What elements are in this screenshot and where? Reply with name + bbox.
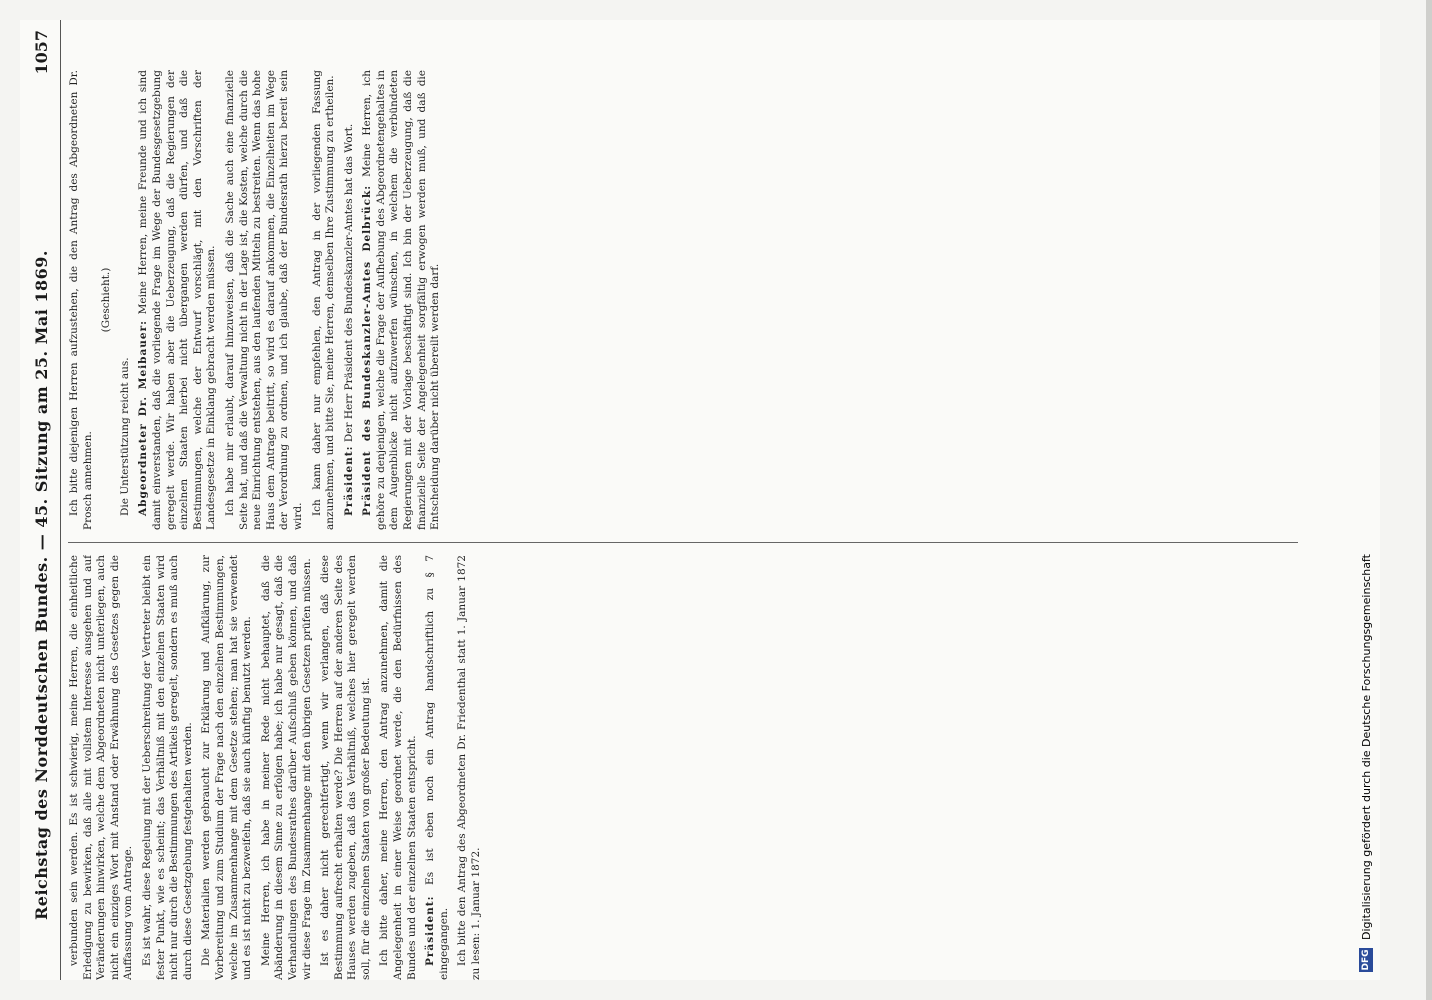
digitization-credit: Digitalisierung gefördert durch die Deutsche Forschungsgemeinschaft <box>1360 554 1373 940</box>
speech-text: Der Herr Präsident des Bundeskanzler-Amtes hat das Wort. <box>342 123 355 443</box>
paragraph: Ich bitte den Antrag des Abgeordneten Dr. Friedenthal statt 1. Januar 1872 zu lesen: 1. Januar 1872. <box>456 555 483 980</box>
speaker-label: Abgeordneter Dr. Meibauer: <box>137 319 150 516</box>
column-divider <box>68 542 1298 543</box>
paragraph: Meine Herren, ich habe in meiner Rede nicht behauptet, daß die Abänderung in diesem Sinne zu erfolgen habe; ich habe nur gesagt, daß die Verhandlungen des Bundesrathes darüber Aufschluß geben können, und daß wir diese Frage im Zusammenhange mit den übrigen Gesetzen prüfen müssen. <box>259 555 313 980</box>
left-column <box>68 555 1340 980</box>
speech-text: Meine Herren, ich gehöre zu denjenigen, welche die Frage der Aufhebung des Abgeordnetengehaltes in dem Augenblicke nicht aufzuwerfen wünschen, in welchem die verbündeten Regierungen mit der Vorlage beschäftigt sind. Ich bin der Ueberzeugung, daß die finanzielle Seite der Angelegenheit sorgfältig erwogen werden muß, und daß die Entscheidung darüber nicht übereilt werden darf. <box>361 70 442 530</box>
speaker-statement <box>137 70 219 530</box>
paragraph: Ich bitte diejenigen Herren aufzustehen, die den Antrag des Abgeordneten Dr. Prosch annehmen. <box>68 70 94 530</box>
scan-edge <box>1426 0 1432 1000</box>
speaker-label: Präsident des Bundeskanzler-Amtes Delbrück: <box>361 184 374 516</box>
dfg-logo: DFG <box>1361 949 1371 971</box>
president-statement <box>424 555 451 980</box>
paragraph: Ich bitte daher, meine Herren, den Antrag anzunehmen, damit die Angelegenheit in einer Weise geordnet werde, die den Bedürfnissen des Bundes und der einzelnen Staaten entspricht. <box>378 555 418 980</box>
speaker-label: Präsident: <box>424 895 437 966</box>
document-page <box>20 20 1380 980</box>
speech-text: Meine Herren, meine Freunde und ich sind damit einverstanden, daß die vorliegende Frage im Wege der Bundesgesetzgebung geregelt werde. Wir haben aber die Ueberzeugung, daß die Regierungen der einzelnen Staaten hierbei nicht übergangen werden dürfen, und daß die Bestimmungen, welche der Entwurf vorschlägt, mit den Vorschriften der Landesgesetze in Einklang gebracht werden müssen. <box>137 70 218 530</box>
paragraph: Ich habe mir erlaubt, darauf hinzuweisen, daß die Sache auch eine finanzielle Seite hat, und daß die Verwaltung nicht in der Lage ist, die Kosten, welche durch die neue Einrichtung entstehen, aus den laufenden Mitteln zu bestreiten. Wenn das hohe Haus dem Antrage beitritt, so wird es darauf ankommen, die Einzelheiten im Wege der Verordnung zu ordnen, und ich glaube, daß der Bundesrath hierzu bereit sein wird. <box>223 70 304 530</box>
paragraph: Die Unterstützung reicht aus. <box>118 357 131 516</box>
paragraph: Es ist wahr, diese Regelung mit der Ueberschreitung der Vertreter bleibt ein fester Punkt, wie es scheint; das Verhältniß mit den einzelnen Staaten wird nicht nur durch die Bestimmungen des Artikels geregelt, sondern es muß auch durch diese Gesetzgebung festgehalten werden. <box>140 555 194 980</box>
digitization-footer <box>1354 20 1380 980</box>
page-number: 1057 <box>32 30 51 75</box>
president-statement <box>343 70 357 530</box>
page-title: Reichstag des Norddeutschen Bundes. — 45. Sitzung am 25. Mai 1869. <box>32 250 51 920</box>
paragraph: Die Materialien werden gebraucht zur Erklärung und Aufklärung, zur Vorbereitung und zum Studium der Frage nach den einzelnen Bestimmungen, welche im Zusammenhange mit dem Gesetze stehen; man hat sie verwendet und es ist nicht zu bezweifeln, daß sie auch künftig benutzt werden. <box>200 555 254 980</box>
right-column <box>68 70 1340 530</box>
stage-direction: (Geschieht.) <box>100 267 113 333</box>
speaker-statement <box>361 70 443 530</box>
paragraph: Ist es daher nicht gerechtfertigt, wenn wir verlangen, daß diese Bestimmung aufrecht erhalten werde? Die Herren auf der anderen Seite des Hauses werden zugeben, daß das Verhältniß, welches hier geregelt werden soll, für die einzelnen Staaten von großer Bedeutung ist. <box>319 555 372 980</box>
paragraph: Ich kann daher nur empfehlen, den Antrag in der vorliegenden Fassung anzunehmen, und bitte Sie, meine Herren, demselben Ihre Zustimmung zu ertheilen. <box>310 70 337 530</box>
paragraph: verbunden sein werden. Es ist schwierig, meine Herren, die einheitliche Erledigung zu bewirken, daß alle mit vollstem Interesse ausgehen und auf Veränderungen hinwirken, welche dem Abgeordneten nicht unterliegen, auch nicht ein einziges Wort mit Anstand oder Erwähnung des Gesetzes gegen die Auffassung vom Antrage. <box>68 555 135 980</box>
speaker-label: Präsident: <box>342 445 355 516</box>
page-header <box>20 20 61 980</box>
speech-text: Es ist eben noch ein Antrag handschriftlich zu § 7 eingegangen. <box>424 555 450 980</box>
